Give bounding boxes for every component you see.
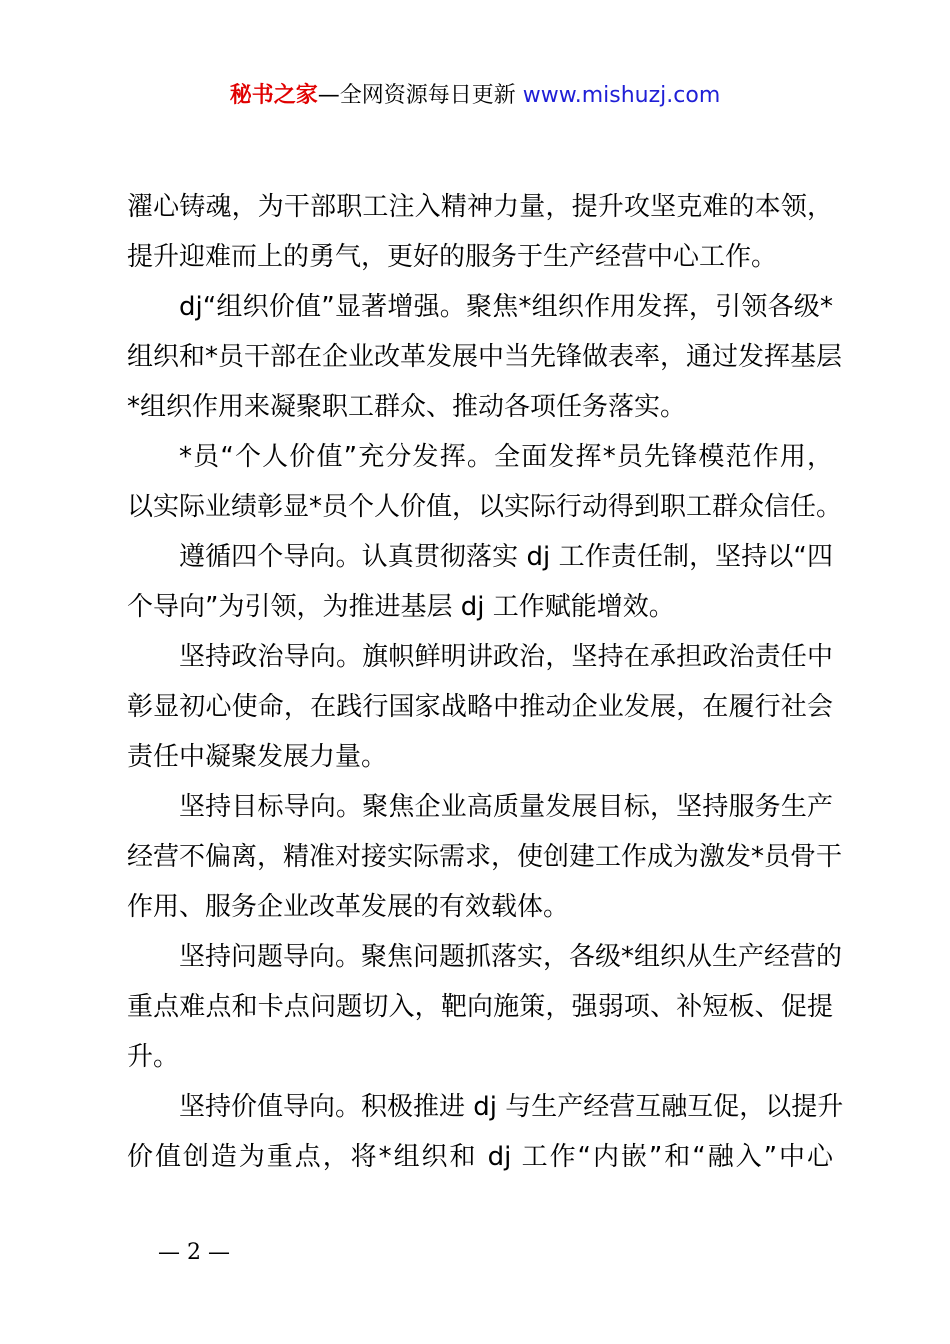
body-line: 遵循四个导向。认真贯彻落实 dj 工作责任制，坚持以“四 [179, 542, 833, 572]
body-line: 责任中凝聚发展力量。 [127, 742, 388, 772]
header-url[interactable]: www.mishuzj.com [522, 83, 721, 108]
body-line: 重点难点和卡点问题切入，靶向施策，强弱项、补短板、促提 [127, 992, 833, 1022]
body-line: 组织和*员干部在企业改革发展中当先锋做表率，通过发挥基层 [127, 342, 843, 372]
body-line: 濯心铸魂，为干部职工注入精神力量，提升攻坚克难的本领， [127, 192, 833, 222]
body-line: *员“个人价值”充分发挥。全面发挥*员先锋模范作用， [179, 442, 833, 472]
header-tagline: —全网资源每日更新 [317, 83, 523, 108]
body-line: 个导向”为引领，为推进基层 dj 工作赋能增效。 [127, 592, 675, 622]
body-line: 作用、服务企业改革发展的有效载体。 [127, 892, 570, 922]
body-line: 以实际业绩彰显*员个人价值，以实际行动得到职工群众信任。 [127, 492, 843, 522]
body-line: 坚持目标导向。聚焦企业高质量发展目标，坚持服务生产 [179, 792, 833, 822]
body-line: 经营不偏离，精准对接实际需求，使创建工作成为激发*员骨干 [127, 842, 843, 872]
body-line: 彰显初心使命，在践行国家战略中推动企业发展，在履行社会 [127, 692, 833, 722]
page-number: — 2 — [158, 1240, 230, 1265]
body-line: 提升迎难而上的勇气，更好的服务于生产经营中心工作。 [127, 242, 778, 272]
body-line: *组织作用来凝聚职工群众、推动各项任务落实。 [127, 392, 687, 422]
document-body [127, 182, 844, 1182]
brand-name: 秘书之家 [229, 83, 318, 108]
body-line: 坚持政治导向。旗帜鲜明讲政治，坚持在承担政治责任中 [179, 642, 833, 672]
body-line: 升。 [127, 1042, 180, 1072]
body-line: 坚持问题导向。聚焦问题抓落实，各级*组织从生产经营的 [179, 942, 843, 972]
page-header [0, 80, 950, 112]
body-line: dj“组织价值”显著增强。聚焦*组织作用发挥，引领各级* [179, 292, 833, 322]
body-line: 坚持价值导向。积极推进 dj 与生产经营互融互促，以提升 [179, 1092, 844, 1122]
body-line: 价值创造为重点，将*组织和 dj 工作“内嵌”和“融入”中心 [127, 1142, 833, 1172]
